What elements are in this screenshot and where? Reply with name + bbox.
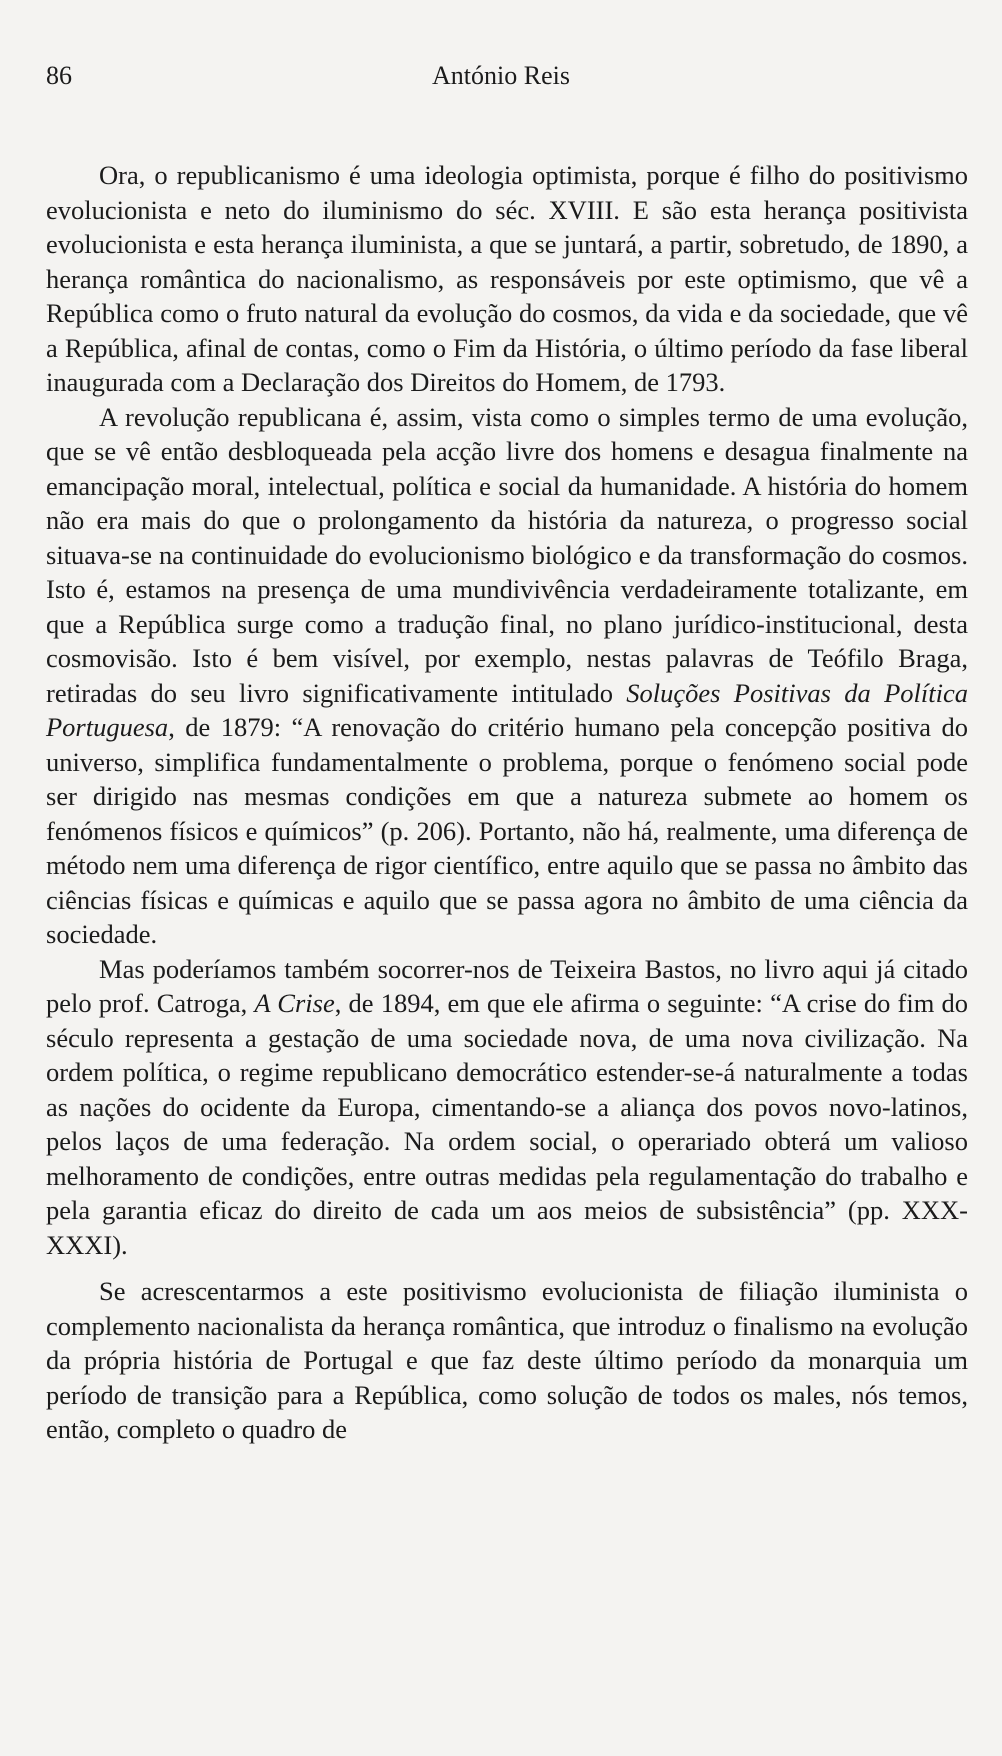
paragraph-1-text: Ora, o republicanismo é uma ideologia optimista, porque é filho do positivismo evolucionista e neto do iluminismo do séc. XVIII. E são esta herança positivista evolucionista e esta herança iluminista, a que se juntará, a partir, sobretudo, de 1890, a herança romântica do nacionalismo, as responsáveis por este optimismo, que vê a República como o fruto natural da evolução do cosmos, da vida e da sociedade, que vê a República, afinal de contas, como o Fim da História, o último período da fase liberal inaugurada com a Declaração dos Direitos do Homem, de 1793. <box>46 160 968 397</box>
paragraph-2 <box>46 400 968 952</box>
paragraph-4 <box>46 1274 968 1447</box>
page-number: 86 <box>46 61 72 90</box>
paragraph-4-text: Se acrescentarmos a este positivismo evolucionista de filiação iluminista o complemento nacionalista da herança romântica, que introduz o finalismo na evolução da própria história de Portugal e que faz deste último período da monarquia um período de transição para a República, como solução de todos os males, nós temos, então, completo o quadro de <box>46 1276 968 1444</box>
book-title-solucoes-positivas: Soluções Positivas da Política Portuguesa <box>46 677 968 742</box>
running-title: António Reis <box>432 61 570 90</box>
paragraph-3-text-b: , de 1894, em que ele afirma o seguinte: “A crise do fim do século representa a gestação de uma sociedade nova, de uma nova civilização. Na ordem política, o regime republicano democrático estender-se-á naturalmente a todas as nações do ocidente da Europa, cimentando-se a aliança dos povos novo-latinos, pelos laços de uma federação. Na ordem social, o operariado obterá um valioso melhoramento de condições, entre outras medidas pela regulamentação do trabalho e pela garantia eficaz do direito de cada um aos meios de subsistência” (pp. XXX-XXXI). <box>46 988 969 1260</box>
paragraph-2-text-b: , de 1879: “A renovação do critério humano pela concepção positiva do universo, simplifica fundamentalmente o problema, porque o fenómeno social pode ser dirigido nas mesmas condições em que a natureza submete ao homem os fenómenos físicos e químicos” (p. 206). Portanto, não há, realmente, uma diferença de método nem uma diferença de rigor científico, entre aquilo que se passa no âmbito das ciências físicas e químicas e aquilo que se passa agora no âmbito de uma ciência da sociedade. <box>46 712 968 949</box>
paragraph-3 <box>46 952 968 1263</box>
book-title-a-crise: A Crise <box>254 988 335 1018</box>
paragraph-3-text-a: Mas poderíamos também socorrer-nos de Teixeira Bastos, no livro aqui já citado pelo prof. Catroga, <box>46 953 968 1018</box>
running-head <box>46 56 956 96</box>
paragraph-1 <box>46 158 968 400</box>
body-text <box>46 158 968 1447</box>
paragraph-2-text-a: A revolução republicana é, assim, vista como o simples termo de uma evolução, que se vê então desbloqueada pela acção livre dos homens e desagua finalmente na emancipação moral, intelectual, política e social da humanidade. A história do homem não era mais do que o prolongamento da história da natureza, o progresso social situava-se na continuidade do evolucionismo biológico e da transformação do cosmos. Isto é, estamos na presença de uma mundivivência verdadeiramente totalizante, em que a República surge como a tradução final, no plano jurídico-institucional, desta cosmovisão. Isto é bem visível, por exemplo, nestas palavras de Teófilo Braga, retiradas do seu livro significativamente intitulado <box>46 401 968 708</box>
